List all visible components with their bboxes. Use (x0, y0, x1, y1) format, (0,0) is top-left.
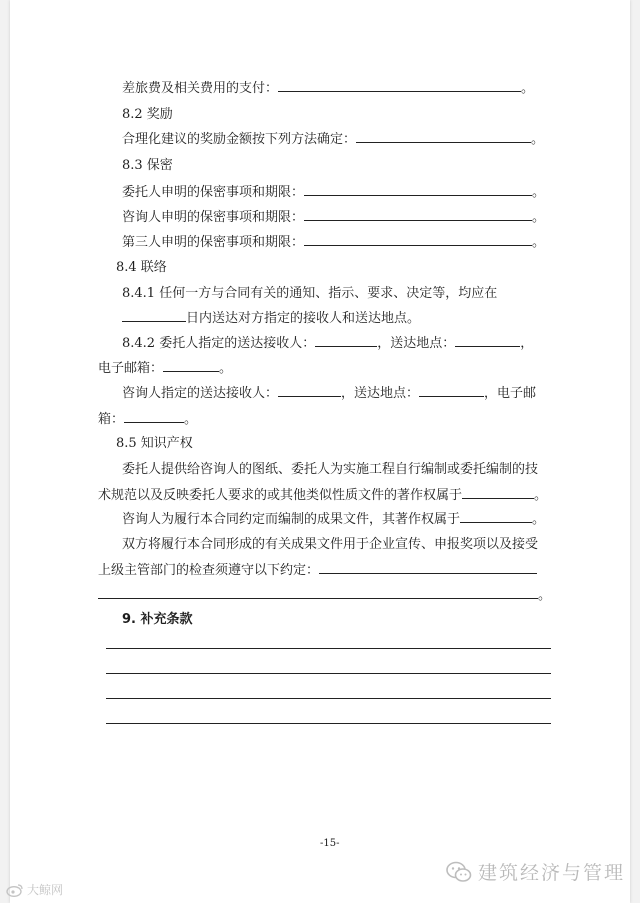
confidential-client-line: 委托人申明的保密事项和期限： 。 (122, 185, 546, 200)
confidential-third-party-line: 第三人申明的保密事项和期限： 。 (122, 235, 546, 250)
consultant-email-line: 箱： 。 (98, 412, 198, 427)
ip-paragraph1-line2: 术规范以及反映委托人要求的或其他类似性质文件的著作权属于 。 (98, 488, 548, 503)
client-recipient-blank (315, 334, 377, 347)
ip-paragraph1-line1: 委托人提供给咨询人的图纸、委托人为实施工程自行编制或委托编制的技 (122, 462, 539, 477)
clause-8-4-2-line1: 8.4.2 委托人指定的送达接收人： ，送达地点： ， (122, 336, 534, 351)
reward-label: 合理化建议的奖励金额按下列方法确定： (122, 132, 357, 147)
weibo-logo-icon (6, 883, 24, 897)
ip-paragraph3-line2: 上级主管部门的检查须遵守以下约定： (98, 561, 537, 580)
supplementary-rule-2 (106, 673, 551, 674)
reward-line: 合理化建议的奖励金额按下列方法确定： 。 (122, 132, 545, 147)
section-8-3-heading: 8.3 保密 (122, 158, 173, 173)
supplementary-rule-4 (106, 723, 551, 724)
consultant-address-blank (419, 384, 484, 397)
clause-8-4-1-line2: 日内送达对方指定的接收人和送达地点。 (122, 309, 420, 328)
supplementary-rule-1 (106, 648, 551, 649)
client-email-blank (163, 359, 219, 372)
confidential-client-blank (304, 183, 532, 196)
section-9-heading: 9. 补充条款 (122, 612, 193, 627)
confidential-consultant-line: 咨询人申明的保密事项和期限： 。 (122, 210, 546, 225)
delivery-days-blank (122, 309, 186, 322)
ip-paragraph3-line1: 双方将履行本合同形成的有关成果文件用于企业宣传、申报奖项以及接受 (122, 537, 539, 552)
consultant-email-blank (124, 410, 184, 423)
watermark-left (6, 881, 63, 898)
ip-paragraph2-line: 咨询人为履行本合同约定而编制的成果文件，其著作权属于 。 (122, 512, 546, 527)
reward-blank (356, 130, 531, 143)
confidential-consultant-blank (304, 208, 532, 221)
travel-expenses-line: 差旅费及相关费用的支付： 。 (122, 81, 535, 96)
section-8-2-heading: 8.2 奖励 (122, 107, 173, 122)
supplementary-rule-3 (106, 698, 551, 699)
clause-8-4-1-line1: 8.4.1 任何一方与合同有关的通知、指示、要求、决定等，均应在 (122, 286, 498, 301)
document-page (10, 0, 630, 903)
consultant-recipient-blank (278, 384, 341, 397)
deliverable-copyright-blank (460, 510, 532, 523)
page-number: -15- (320, 838, 340, 849)
client-address-blank (455, 334, 520, 347)
consultant-contact-line: 咨询人指定的送达接收人： ，送达地点： ，电子邮 (122, 386, 537, 401)
travel-expenses-blank (278, 79, 521, 92)
section-8-5-heading: 8.5 知识产权 (116, 436, 193, 451)
usage-agreement-continuation: 。 (98, 586, 551, 605)
copyright-owner-blank (462, 486, 534, 499)
section-8-4-heading: 8.4 联络 (116, 260, 167, 275)
usage-agreement-blank-2 (98, 586, 538, 599)
travel-expenses-label: 差旅费及相关费用的支付： (122, 81, 279, 96)
watermark-right (446, 858, 625, 885)
wechat-logo-icon (446, 861, 472, 883)
client-email-line: 电子邮箱： 。 (98, 361, 233, 376)
confidential-third-party-blank (304, 233, 532, 246)
watermark-right-text: 建筑经济与管理 (478, 862, 626, 884)
usage-agreement-blank (319, 561, 537, 574)
watermark-left-text: 大鲸网 (27, 883, 64, 897)
